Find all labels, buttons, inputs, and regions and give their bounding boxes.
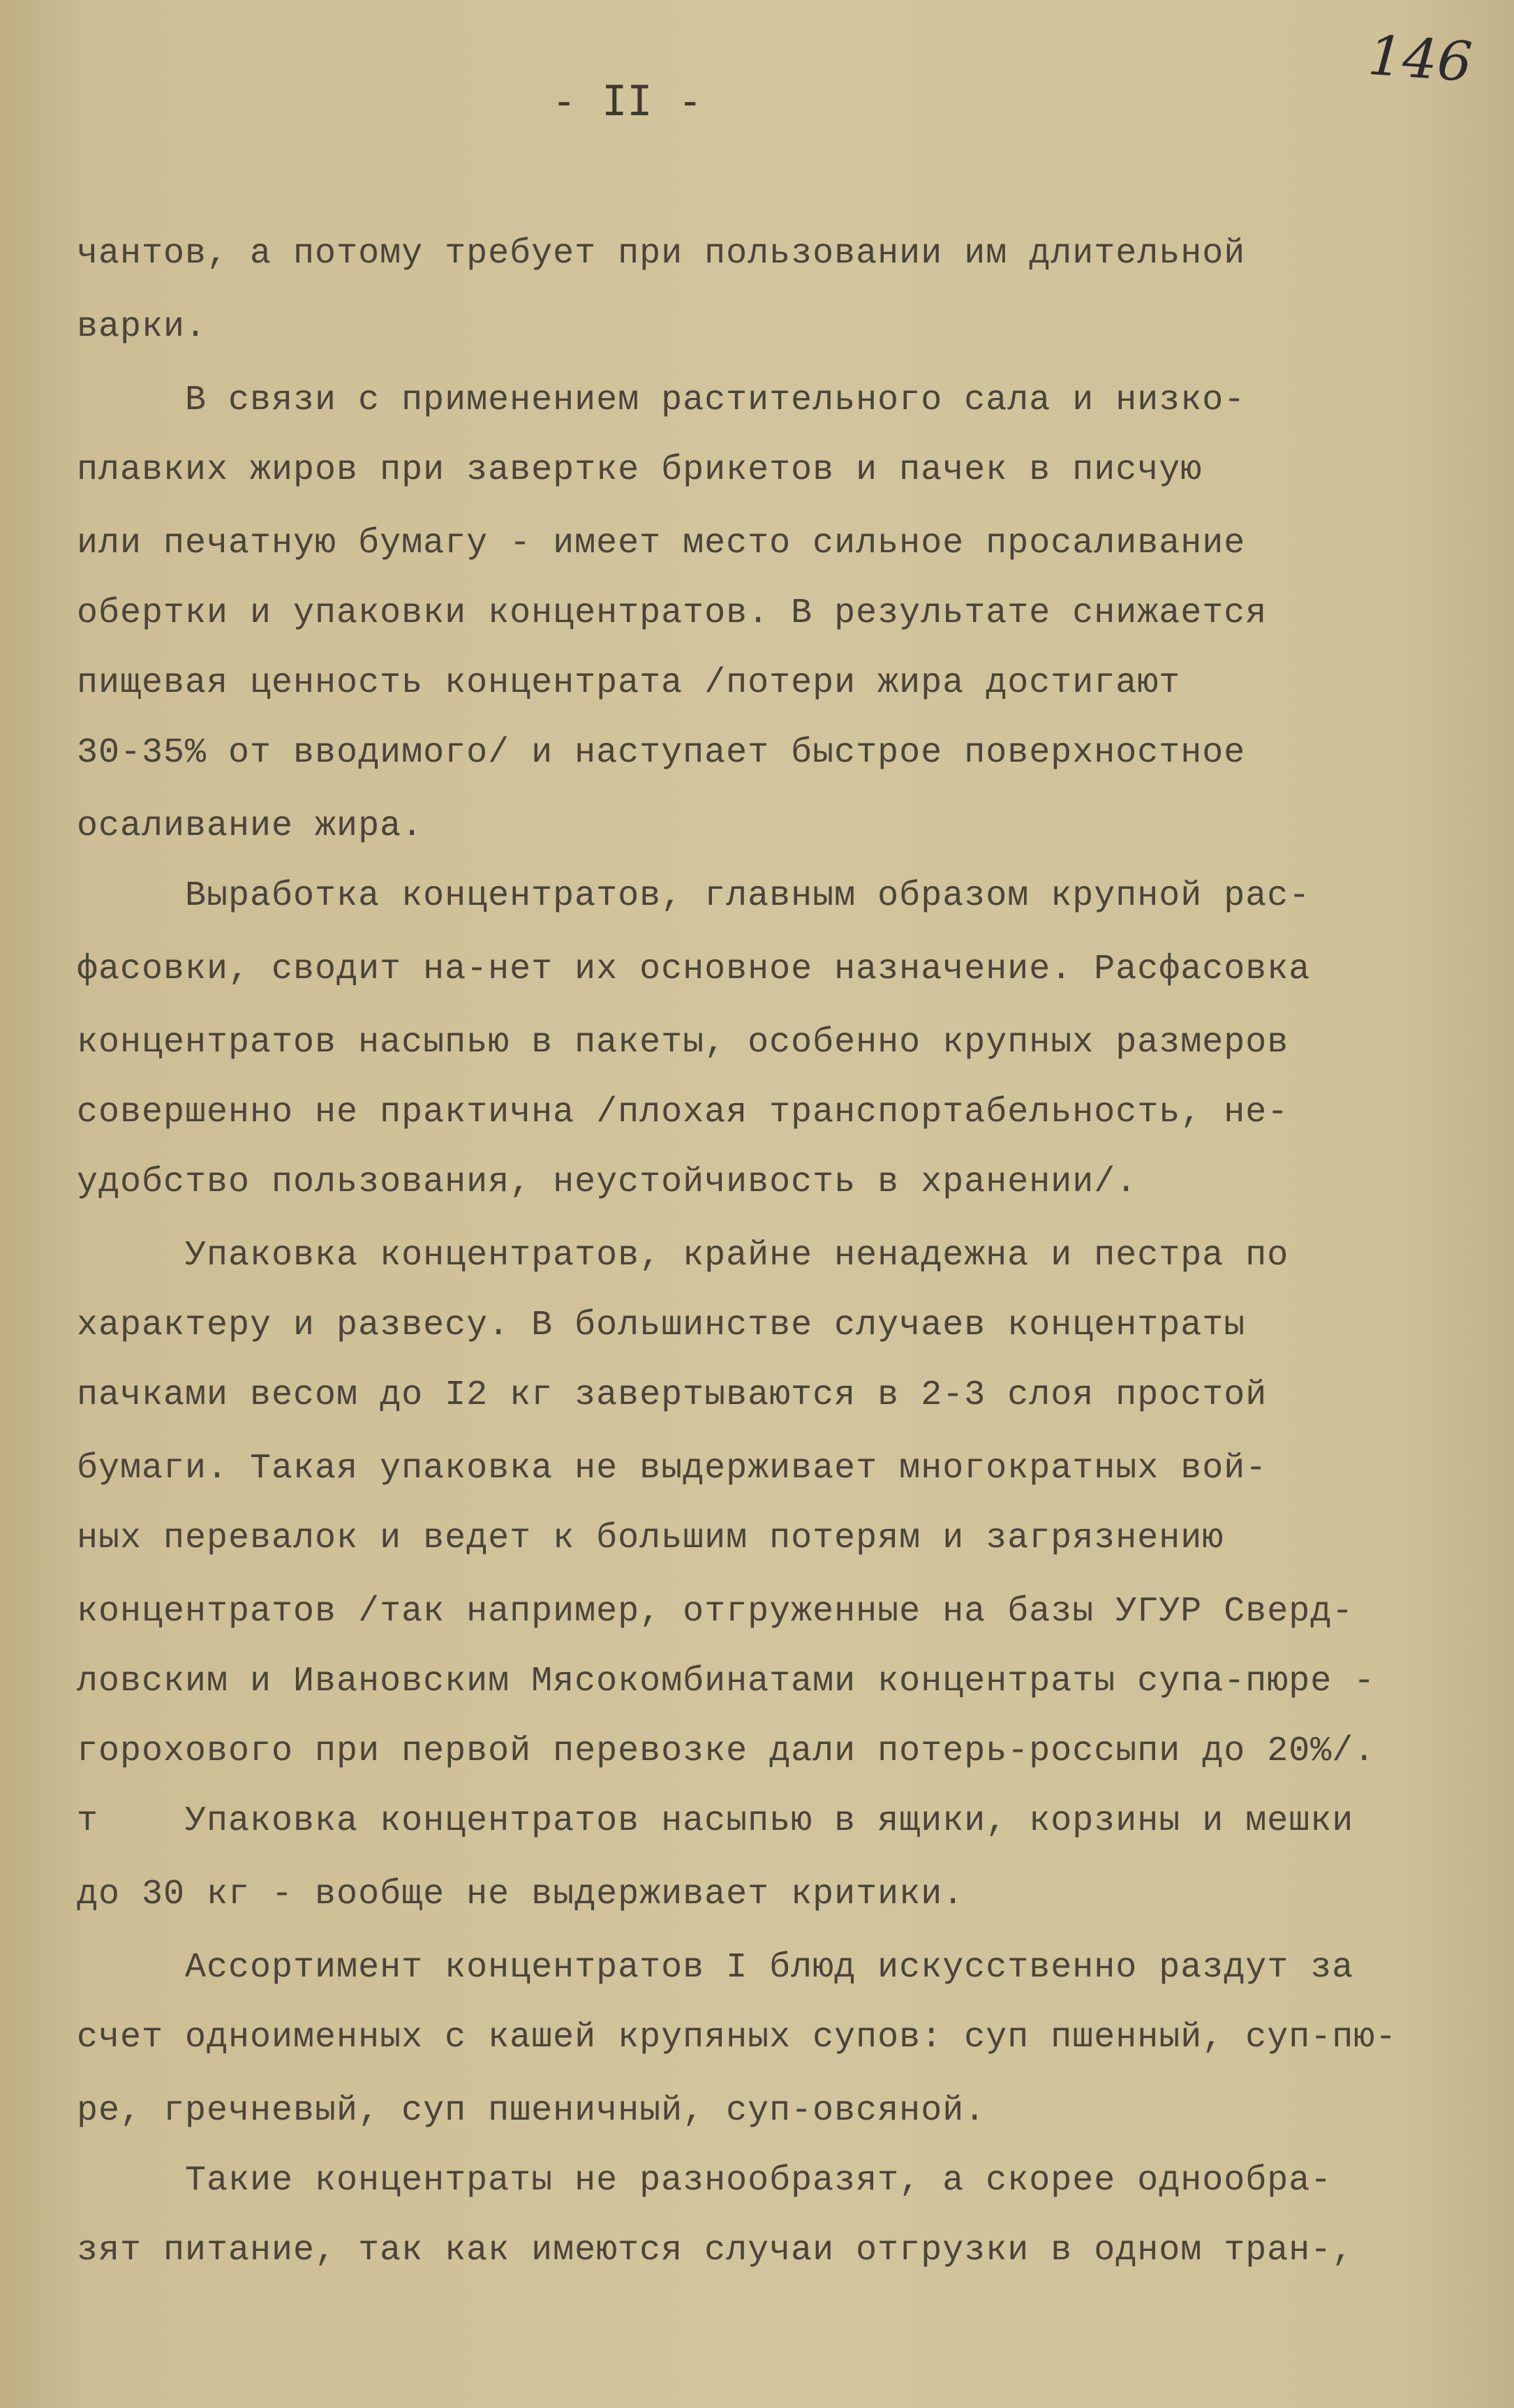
- text-line: ловским и Ивановским Мясокомбинатами концентраты супа-пюре -: [77, 1662, 1376, 1701]
- text-line: концентратов насыпью в пакеты, особенно крупных размеров: [77, 1023, 1289, 1063]
- text-line: горохового при первой перевозке дали потерь-россыпи до 20%/.: [77, 1731, 1376, 1771]
- archive-page-number: 146: [1366, 24, 1474, 95]
- text-line: совершенно не практична /плохая транспортабельность, не-: [77, 1093, 1289, 1132]
- text-line: чантов, а потому требует при пользовании им длительной: [77, 234, 1246, 274]
- text-line: ных перевалок и ведет к большим потерям и загрязнению: [77, 1519, 1224, 1558]
- text-line: Такие концентраты не разнообразят, а скорее однообра-: [77, 2161, 1333, 2201]
- text-line: пищевая ценность концентрата /потери жира достигают: [77, 663, 1181, 703]
- text-line: концентратов /так например, отгруженные на базы УГУР Сверд-: [77, 1592, 1354, 1632]
- text-line: Выработка концентратов, главным образом крупной рас-: [77, 876, 1311, 916]
- text-line: Ассортимент концентратов I блюд искусственно раздут за: [77, 1948, 1354, 1988]
- page-number: - II -: [551, 77, 703, 126]
- text-line: 30-35% от вводимого/ и наступает быстрое поверхностное: [77, 733, 1246, 773]
- text-line: варки.: [77, 307, 207, 347]
- text-line: обертки и упаковки концентратов. В результате снижается: [77, 593, 1268, 633]
- text-line: плавких жиров при завертке брикетов и пачек в писчую: [77, 450, 1203, 490]
- text-line: до 30 кг - вообще не выдерживает критики.: [77, 1875, 965, 1914]
- text-line: ре, гречневый, суп пшеничный, суп-овсяной.: [77, 2091, 986, 2131]
- text-line: зят питание, так как имеются случаи отгрузки в одном тран-,: [77, 2231, 1354, 2270]
- text-line: характеру и развесу. В большинстве случаев концентраты: [77, 1306, 1246, 1345]
- text-line: т Упаковка концентратов насыпью в ящики, корзины и мешки: [77, 1801, 1354, 1841]
- text-line: осаливание жира.: [77, 806, 424, 846]
- text-line: В связи с применением растительного сала и низко-: [77, 381, 1246, 420]
- text-line: фасовки, сводит на-нет их основное назначение. Расфасовка: [77, 950, 1311, 989]
- text-line: или печатную бумагу - имеет место сильное просаливание: [77, 524, 1246, 563]
- text-line: пачками весом до I2 кг завертываются в 2-3 слоя простой: [77, 1375, 1268, 1415]
- text-line: удобство пользования, неустойчивость в хранении/.: [77, 1162, 1138, 1202]
- text-line: счет одноименных с кашей крупяных супов: суп пшенный, суп-пю-: [77, 2018, 1397, 2058]
- text-line: бумаги. Такая упаковка не выдерживает многократных вой-: [77, 1449, 1268, 1489]
- text-line: Упаковка концентратов, крайне ненадежна и пестра по: [77, 1236, 1289, 1276]
